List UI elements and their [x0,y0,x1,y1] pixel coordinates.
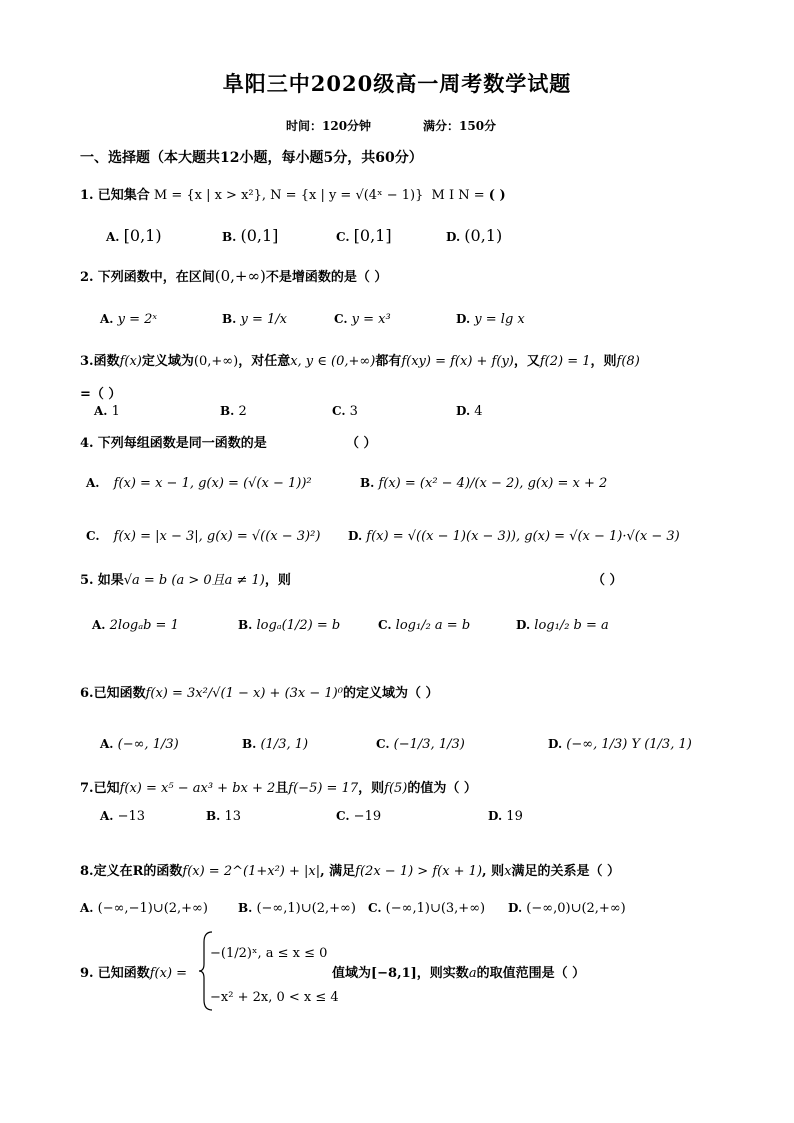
set-expression: M I N = [431,188,485,203]
question-text: 函数 [93,354,120,369]
option-d[interactable]: D. (−∞, 1/3) Y (1/3, 1) [548,737,692,752]
piece-2: −x² + 2x, 0 < x ≤ 4 [210,990,339,1005]
question-text: 下列函数中，在区间 [97,270,215,285]
question-text: 已知函数 [93,686,146,701]
option-d[interactable]: D. 4 [456,404,483,419]
question-text-4: 的值为（ ） [407,781,477,796]
question-text: 已知函数 [97,966,150,981]
question-text-6: ，则 [590,354,617,369]
section-heading: 一、选择题（本大题共12小题，每小题5分，共60分） [80,150,423,166]
set-m: M = {x | x > x²} [153,188,262,203]
question-text-2: 且 [275,781,289,796]
variable: a [468,966,477,981]
option-c[interactable]: C. y = x³ [334,312,391,327]
question-number: 9. [80,966,94,981]
question-number: 4. [80,436,94,451]
answer-paren: （ ） [346,436,377,451]
option-b[interactable]: B. (0,1] [222,226,279,245]
piece-1: −(1/2)ˣ, a ≤ x ≤ 0 [210,946,328,961]
question-3 [80,350,640,369]
option-d[interactable]: D. (0,1) [446,226,503,245]
option-b[interactable]: B. 13 [206,809,242,824]
option-a[interactable]: A. (−∞, 1/3) [100,737,179,752]
given: f(2) = 1 [539,354,591,369]
question-text: 已知 [93,781,120,796]
function-definition: f(x) = 2^(1+x²) + |x| [182,864,321,879]
condition: √a = b (a > 0且a ≠ 1) [123,573,265,588]
vars: x, y ∈ (0,+∞) [290,354,376,369]
option-b[interactable]: B. (−∞,1)∪(2,+∞) [238,901,356,916]
question-text-3: 的取值范围是（ ） [476,966,586,981]
question-text-2: 的定义域为（ ） [342,686,439,701]
question-7 [80,777,477,796]
question-4 [80,432,267,451]
option-d[interactable]: D. (−∞,0)∪(2,+∞) [508,901,626,916]
variable: x [504,864,512,879]
question-number: 7. [80,781,94,796]
question-3-line2: =（ ） [80,387,122,402]
question-text-4: 满足的关系是（ ） [511,864,620,879]
option-d[interactable]: D. 19 [488,809,523,824]
function-f: f(x) = [149,966,188,981]
option-a[interactable]: A. 2logₐb = 1 [92,618,179,633]
question-text-2: ，则 [264,573,291,588]
option-a[interactable]: A. y = 2ˣ [100,312,158,327]
exam-score: 满分：150分 [423,119,497,133]
option-b[interactable]: B. y = 1/x [222,312,287,327]
option-d[interactable]: D. y = lg x [456,312,525,327]
question-text-3: ，对任意 [238,354,291,369]
exam-time: 时间：120分钟 [286,119,372,133]
question-text: 定义在R的函数 [93,864,183,879]
question-text-2: , 满足 [320,864,356,879]
option-b[interactable]: B. 2 [220,404,247,419]
question-number: 6. [80,686,94,701]
question-number: 5. [80,573,94,588]
option-c[interactable]: C. −19 [336,809,382,824]
option-a[interactable]: A. [0,1) [106,226,162,245]
option-c[interactable]: C. (−1/3, 1/3) [376,737,465,752]
option-a[interactable]: A. −13 [100,809,146,824]
question-text-4: 都有 [375,354,402,369]
question-8 [80,860,620,879]
answer-paren: ( ) [488,188,506,203]
ask: f(5) [384,781,408,796]
page-title: 阜阳三中2020级高一周考数学试题 [222,71,572,96]
set-n: N = {x | y = √(4ˣ − 1)} [270,188,424,203]
function-definition: f(x) = x⁵ − ax³ + bx + 2 [119,781,276,796]
ask: f(8) [616,354,640,369]
function-f: f(x) [119,354,142,369]
question-text-5: ，又 [513,354,540,369]
question-6 [80,682,439,701]
equation: f(xy) = f(x) + f(y) [401,354,514,369]
option-b[interactable]: B. logₐ(1/2) = b [238,618,341,633]
option-a[interactable]: A. (−∞,−1)∪(2,+∞) [80,901,208,916]
question-text-3: ，则 [358,781,385,796]
question-5 [80,569,291,588]
question-2 [80,266,387,285]
question-text: 下列每组函数是同一函数的是 [97,436,267,451]
function-definition: f(x) = 3x²/√(1 − x) + (3x − 1)⁰ [145,686,343,701]
question-text-2: 值域为[−8,1]，则实数 [332,966,469,981]
question-text-3: , 则 [482,864,505,879]
option-c[interactable]: C. 3 [332,404,358,419]
option-c[interactable]: C. [0,1] [336,226,392,245]
option-c[interactable]: C. (−∞,1)∪(3,+∞) [368,901,486,916]
option-c[interactable]: C. f(x) = |x − 3|, g(x) = √((x − 3)²) [86,529,321,544]
option-b[interactable]: B. (1/3, 1) [242,737,309,752]
question-9 [80,962,187,981]
option-a[interactable]: A. f(x) = x − 1, g(x) = (√(x − 1))² [86,476,312,491]
question-number: 3. [80,354,94,369]
answer-paren: （ ） [592,573,623,588]
option-c[interactable]: C. log₁/₂ a = b [378,618,471,633]
question-9-tail [332,962,585,981]
option-b[interactable]: B. f(x) = (x² − 4)/(x − 2), g(x) = x + 2 [360,476,608,491]
option-d[interactable]: D. log₁/₂ b = a [516,618,609,633]
option-d[interactable]: D. f(x) = √((x − 1)(x − 3)), g(x) = √(x − 1)·√(x − 3) [348,529,680,544]
interval: (0,+∞) [214,267,266,285]
question-text-2: 定义域为 [141,354,194,369]
given: f(−5) = 17 [288,781,359,796]
question-number: 8. [80,864,94,879]
question-number: 1. [80,188,94,203]
question-number: 2. [80,270,94,285]
option-a[interactable]: A. 1 [94,404,120,419]
question-1: 1. 已知集合 M = {x | x > x²}, N = {x | y = √(4ˣ − 1)} M I N = ( ) [80,188,506,203]
question-text: 已知集合 [97,188,150,203]
condition: f(2x − 1) > f(x + 1) [355,864,483,879]
domain: (0,+∞) [193,354,239,369]
question-text-tail: 不是增函数的是（ ） [265,270,388,285]
question-text: 如果 [97,573,124,588]
